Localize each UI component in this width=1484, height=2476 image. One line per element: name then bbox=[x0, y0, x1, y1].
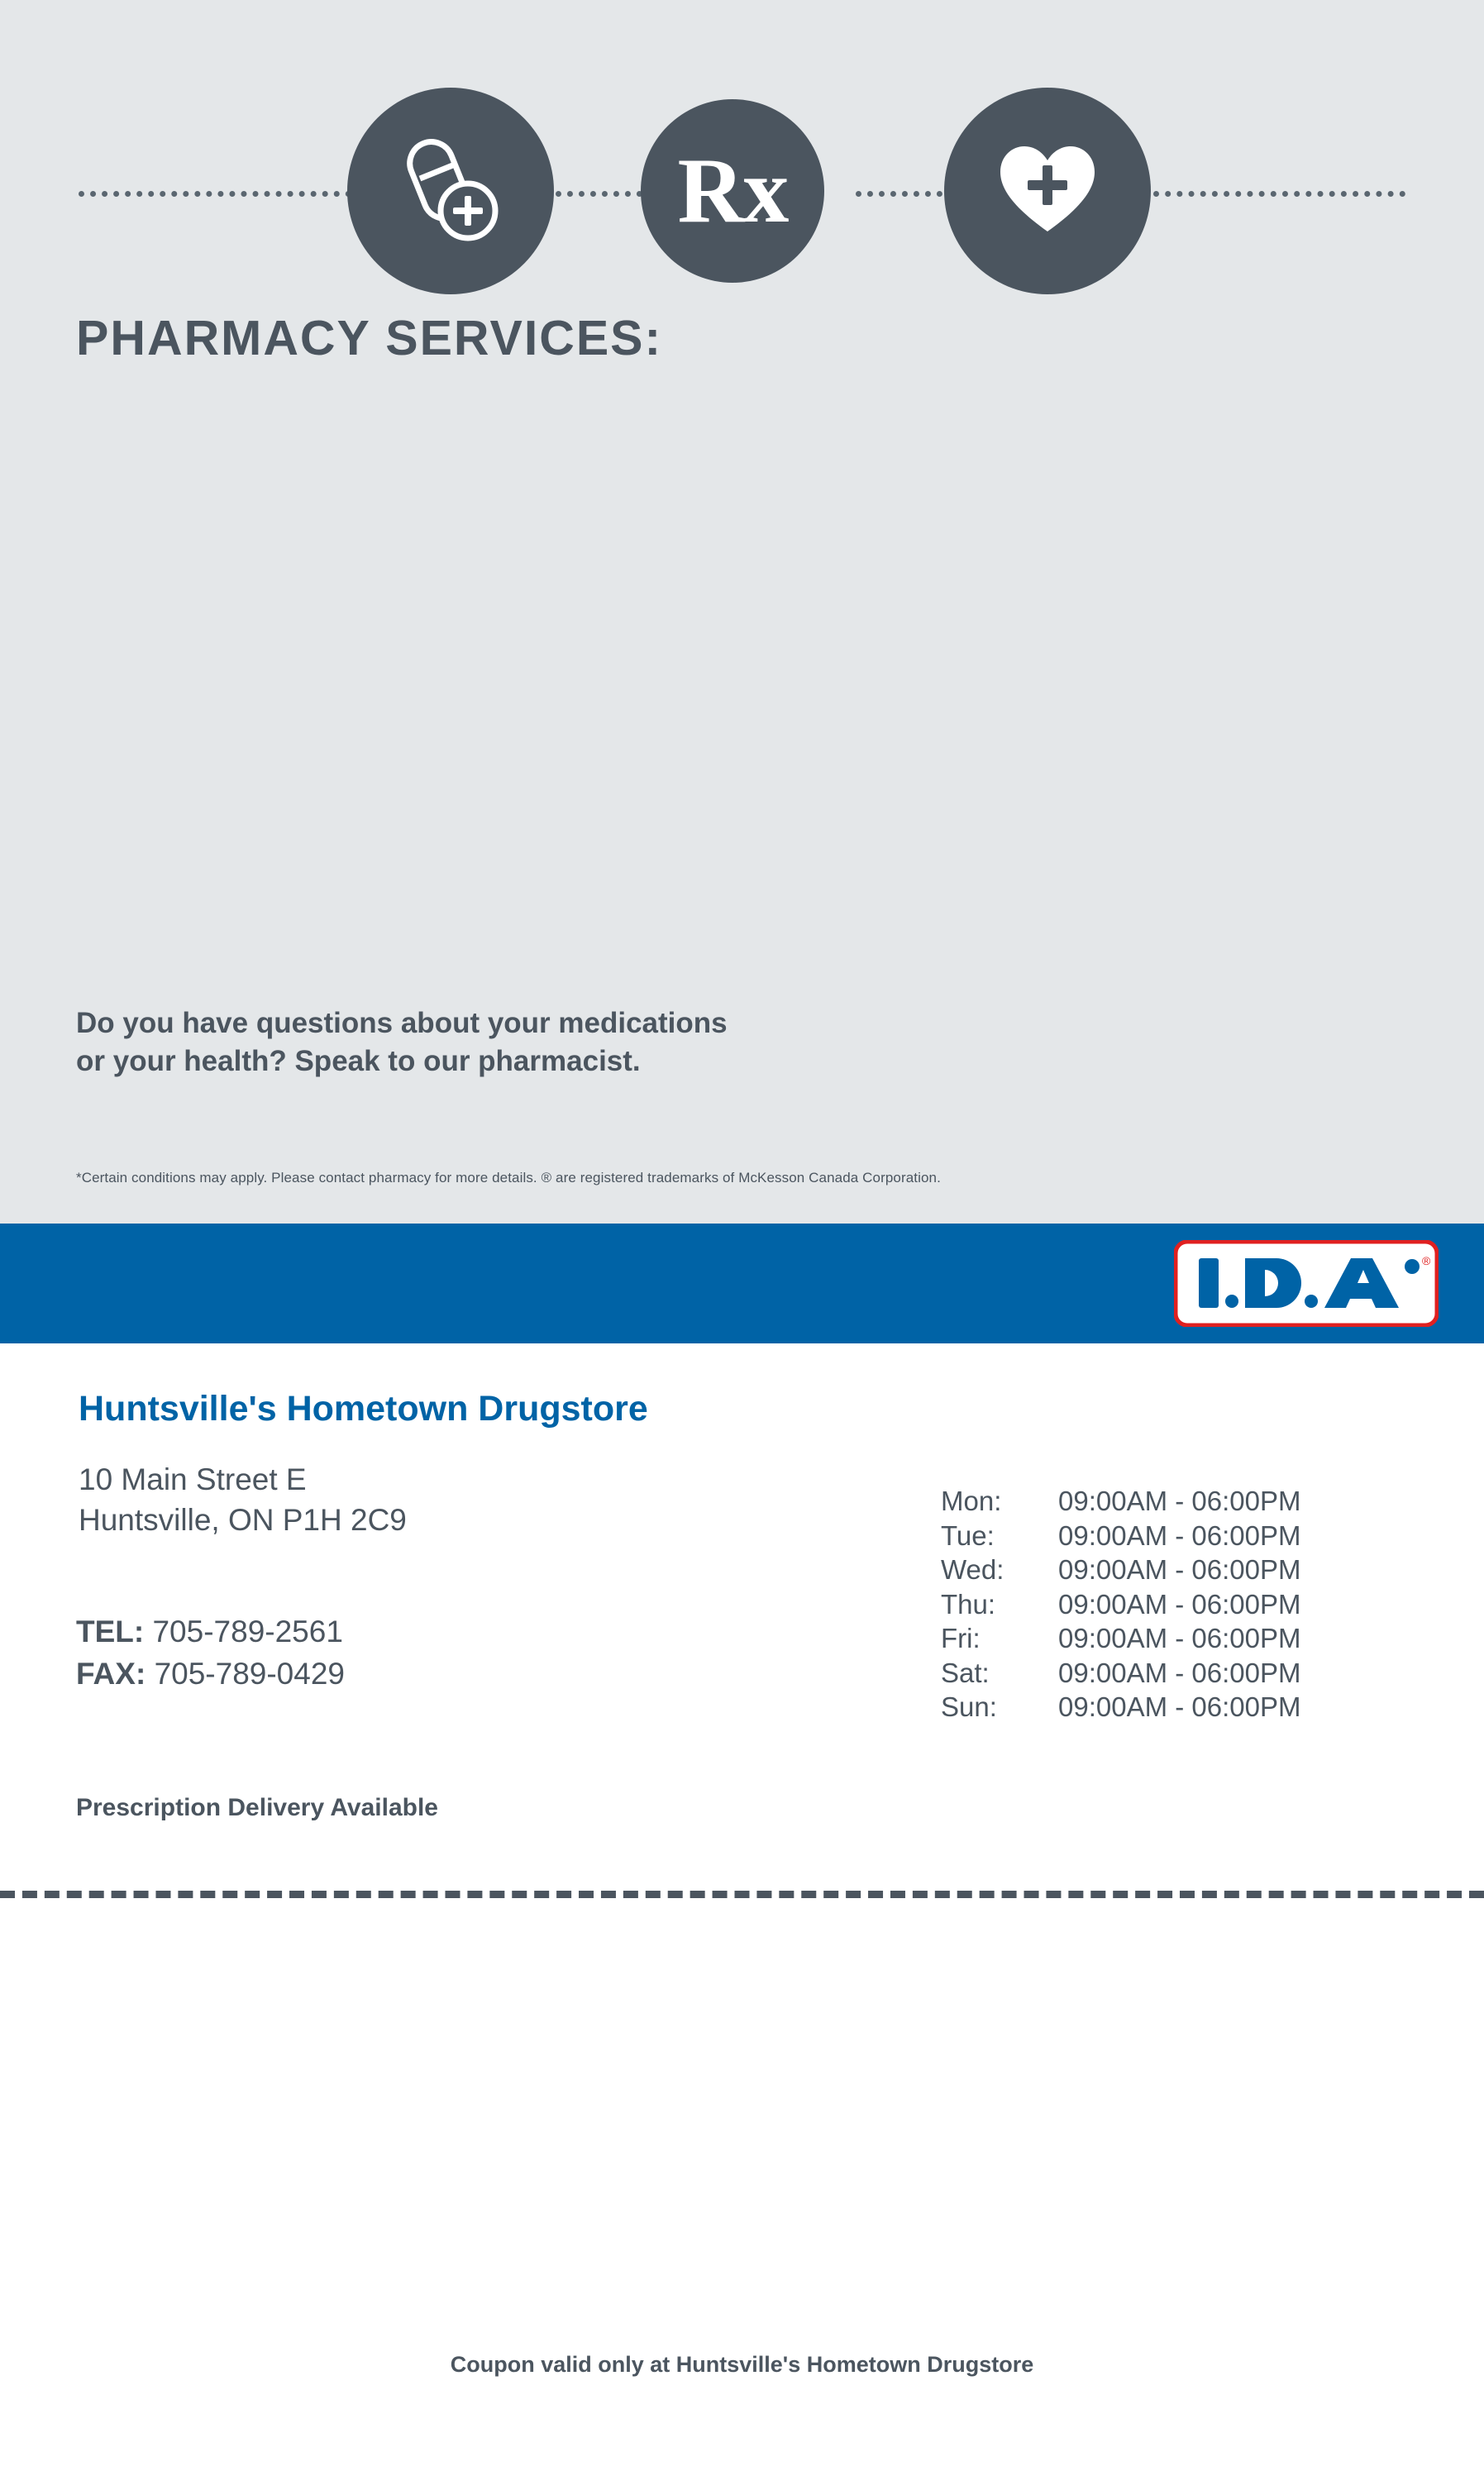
hours-row bbox=[941, 1690, 1301, 1725]
hours-day: Sun: bbox=[941, 1691, 997, 1723]
hours-day: Sat: bbox=[941, 1657, 990, 1688]
hours-day: Thu: bbox=[941, 1588, 996, 1620]
hours-time: 09:00AM - 06:00PM bbox=[1058, 1657, 1301, 1688]
dotted-divider-right bbox=[1153, 191, 1405, 197]
delivery-note: Prescription Delivery Available bbox=[76, 1794, 438, 1821]
heart-plus-icon bbox=[944, 88, 1151, 294]
rx-label: Rx bbox=[677, 140, 788, 242]
hours-time: 09:00AM - 06:00PM bbox=[1058, 1519, 1301, 1551]
hours-row bbox=[941, 1587, 1301, 1622]
coupon-validity-note: Coupon valid only at Huntsville's Hometown Drugstore bbox=[450, 2352, 1034, 2377]
hours-row bbox=[941, 1553, 1301, 1587]
ida-logo bbox=[1174, 1240, 1439, 1327]
coupon-cut-line bbox=[0, 1891, 1484, 1898]
svg-text:®: ® bbox=[1422, 1254, 1431, 1267]
pill-plus-icon bbox=[347, 88, 554, 294]
hours-time: 09:00AM - 06:00PM bbox=[1058, 1623, 1301, 1654]
store-hours bbox=[941, 1484, 1301, 1725]
tel-label: TEL: bbox=[76, 1615, 145, 1648]
question-line-1: Do you have questions about your medications bbox=[76, 1007, 728, 1039]
page-title: PHARMACY SERVICES: bbox=[76, 311, 663, 365]
dotted-divider-left bbox=[79, 191, 351, 197]
dotted-divider-mid-1 bbox=[556, 191, 642, 197]
dotted-divider-mid-2 bbox=[856, 191, 942, 197]
hours-time: 09:00AM - 06:00PM bbox=[1058, 1588, 1301, 1620]
hours-day: Tue: bbox=[941, 1519, 995, 1551]
question-line-2: or your health? Speak to our pharmacist. bbox=[76, 1045, 641, 1078]
store-name: Huntsville's Hometown Drugstore bbox=[79, 1389, 648, 1429]
hours-time: 09:00AM - 06:00PM bbox=[1058, 1486, 1301, 1516]
fax-label: FAX: bbox=[76, 1657, 146, 1691]
hours-row bbox=[941, 1519, 1301, 1553]
hours-row bbox=[941, 1656, 1301, 1691]
icon-strip bbox=[0, 40, 1484, 246]
store-contact bbox=[76, 1610, 345, 1695]
hours-row bbox=[941, 1621, 1301, 1656]
address-line-1: 10 Main Street E bbox=[79, 1462, 307, 1496]
hours-row bbox=[941, 1484, 1301, 1519]
hours-day: Mon: bbox=[941, 1486, 1002, 1516]
hours-time: 09:00AM - 06:00PM bbox=[1058, 1554, 1301, 1586]
telephone-row bbox=[76, 1610, 345, 1653]
fax-value: 705-789-0429 bbox=[154, 1657, 345, 1691]
store-address bbox=[79, 1459, 407, 1540]
rx-icon bbox=[641, 99, 824, 283]
hours-day: Fri: bbox=[941, 1623, 981, 1654]
address-line-2: Huntsville, ON P1H 2C9 bbox=[79, 1503, 407, 1538]
hours-day: Wed: bbox=[941, 1554, 1004, 1586]
disclaimer-text: *Certain conditions may apply. Please contact pharmacy for more details. ® are registered trademarks of McKesson Canada Corporation. bbox=[76, 1170, 941, 1186]
pharmacist-question bbox=[76, 1004, 1184, 1081]
tel-value: 705-789-2561 bbox=[152, 1615, 343, 1648]
pharmacy-services-panel bbox=[0, 0, 1484, 1224]
fax-row bbox=[76, 1653, 345, 1695]
hours-time: 09:00AM - 06:00PM bbox=[1058, 1691, 1301, 1723]
